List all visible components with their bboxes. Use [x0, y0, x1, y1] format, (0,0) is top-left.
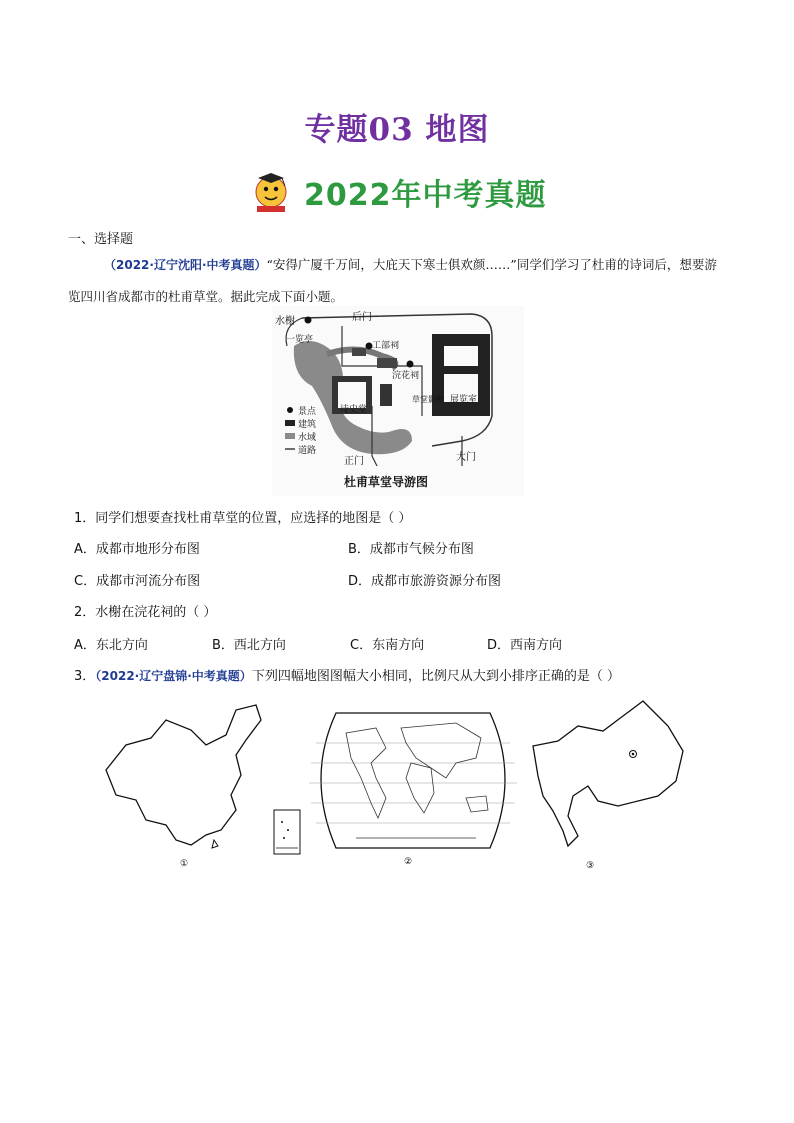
- q1-option-c: C．成都市河流分布图: [74, 574, 201, 589]
- label-zhanlanshi: 展览室: [450, 395, 478, 405]
- caption-3: ③: [586, 861, 595, 871]
- legend-jianzhu: 建筑: [298, 420, 317, 430]
- label-houmen: 后门: [352, 312, 372, 323]
- question-3-stem: [74, 665, 620, 684]
- page-subtitle: 2022年中考真题: [304, 178, 547, 213]
- q2-option-b: B．西北方向: [212, 638, 286, 653]
- label-shuixie: 水榭: [275, 316, 295, 327]
- legend-jingdian: 景点: [298, 407, 317, 417]
- q3-source: （2022·辽宁盘锦·中考真题）: [95, 669, 252, 683]
- intro-paragraph: [68, 249, 728, 313]
- label-caotangyingbi: 草堂影壁: [412, 395, 444, 404]
- q3-number: 3．: [74, 669, 96, 684]
- q1-option-a: A．成都市地形分布图: [74, 542, 200, 557]
- liaoning-map: [518, 696, 694, 874]
- q2-option-d: D．西南方向: [487, 638, 563, 653]
- mascot-logo-icon: [244, 170, 298, 214]
- question-1-stem: 1．同学们想要查找杜甫草堂的位置，应选择的地图是（ ）: [74, 511, 412, 526]
- subtitle-row: [244, 170, 547, 214]
- legend-daolu: 道路: [298, 446, 317, 456]
- intro-text: “安得广厦千万间，大庇天下寒士俱欢颜……”同学们学习了杜甫的诗词后，想要游览四川省成都市的杜甫草堂。据此完成下面小题。: [68, 257, 717, 304]
- label-shishitang: 诗史堂: [340, 405, 368, 415]
- q1-option-b: B．成都市气候分布图: [348, 542, 474, 557]
- label-damen: 大门: [456, 452, 476, 463]
- world-map: [306, 708, 520, 868]
- dufu-cottage-map: [272, 306, 524, 496]
- label-gongbuci: 工部祠: [372, 341, 400, 351]
- section-label: 一、选择题: [68, 232, 134, 247]
- label-yilanting: 一览亭: [286, 335, 314, 345]
- caption-2: ②: [404, 857, 413, 867]
- china-map: [96, 700, 316, 875]
- legend-shuiyu: 水域: [298, 433, 317, 443]
- intro-source: （2022·辽宁沈阳·中考真题）: [104, 258, 267, 272]
- page-title: 专题03 地图: [304, 112, 490, 148]
- q3-text: 下列四幅地图图幅大小相同，比例尺从大到小排序正确的是（ ）: [251, 669, 620, 684]
- label-zhengmen: 正门: [344, 456, 364, 467]
- question-2-stem: 2．水榭在浣花祠的（ ）: [74, 605, 217, 620]
- q2-option-c: C．东南方向: [350, 638, 425, 653]
- label-huanhuaci: 浣花祠: [392, 371, 420, 381]
- caption-1: ①: [180, 859, 189, 869]
- south-china-sea-inset: [274, 810, 300, 854]
- q1-option-d: D．成都市旅游资源分布图: [348, 574, 502, 589]
- q2-option-a: A．东北方向: [74, 638, 148, 653]
- map-title: 杜甫草堂导游图: [344, 475, 429, 489]
